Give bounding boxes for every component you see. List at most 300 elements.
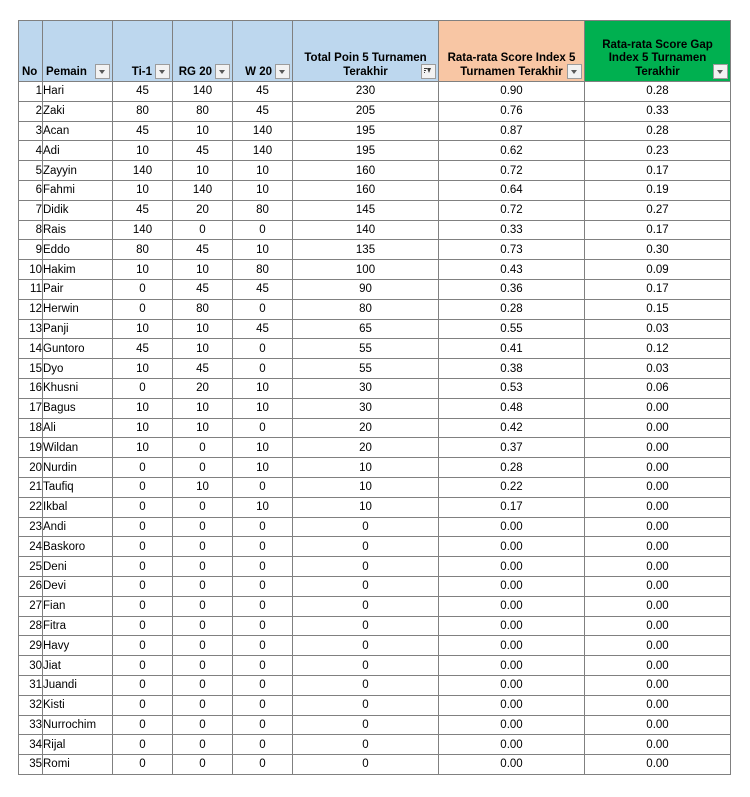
cell-ti1[interactable]: 0	[113, 299, 173, 319]
cell-gap[interactable]: 0.00	[585, 675, 731, 695]
cell-no[interactable]: 33	[19, 715, 43, 735]
cell-no[interactable]: 23	[19, 517, 43, 537]
cell-no[interactable]: 18	[19, 418, 43, 438]
cell-pemain[interactable]: Dyo	[43, 359, 113, 379]
cell-w20[interactable]: 10	[233, 438, 293, 458]
cell-gap[interactable]: 0.06	[585, 378, 731, 398]
cell-gap[interactable]: 0.03	[585, 319, 731, 339]
table-row[interactable]	[19, 477, 731, 497]
cell-idx[interactable]: 0.33	[439, 220, 585, 240]
cell-total[interactable]: 10	[293, 477, 439, 497]
cell-rg20[interactable]: 80	[173, 299, 233, 319]
cell-pemain[interactable]: Rais	[43, 220, 113, 240]
cell-gap[interactable]: 0.00	[585, 557, 731, 577]
cell-rg20[interactable]: 0	[173, 438, 233, 458]
cell-total[interactable]: 145	[293, 200, 439, 220]
table-row[interactable]	[19, 398, 731, 418]
cell-w20[interactable]: 45	[233, 101, 293, 121]
cell-pemain[interactable]: Andi	[43, 517, 113, 537]
cell-rg20[interactable]: 0	[173, 537, 233, 557]
table-row[interactable]	[19, 656, 731, 676]
cell-gap[interactable]: 0.30	[585, 240, 731, 260]
cell-gap[interactable]: 0.33	[585, 101, 731, 121]
cell-total[interactable]: 0	[293, 735, 439, 755]
cell-total[interactable]: 0	[293, 715, 439, 735]
cell-w20[interactable]: 10	[233, 378, 293, 398]
cell-no[interactable]: 22	[19, 497, 43, 517]
table-row[interactable]	[19, 735, 731, 755]
cell-total[interactable]: 30	[293, 398, 439, 418]
cell-rg20[interactable]: 10	[173, 418, 233, 438]
cell-no[interactable]: 7	[19, 200, 43, 220]
cell-rg20[interactable]: 45	[173, 141, 233, 161]
column-header-total[interactable]	[293, 21, 439, 82]
cell-gap[interactable]: 0.17	[585, 161, 731, 181]
cell-total[interactable]: 0	[293, 675, 439, 695]
filter-dropdown-icon-idx[interactable]	[567, 64, 582, 79]
cell-rg20[interactable]: 0	[173, 576, 233, 596]
cell-no[interactable]: 3	[19, 121, 43, 141]
cell-gap[interactable]: 0.00	[585, 596, 731, 616]
cell-ti1[interactable]: 45	[113, 200, 173, 220]
cell-w20[interactable]: 0	[233, 299, 293, 319]
cell-gap[interactable]: 0.00	[585, 576, 731, 596]
cell-ti1[interactable]: 0	[113, 517, 173, 537]
cell-ti1[interactable]: 0	[113, 596, 173, 616]
table-row[interactable]	[19, 537, 731, 557]
cell-no[interactable]: 31	[19, 675, 43, 695]
cell-idx[interactable]: 0.00	[439, 596, 585, 616]
cell-rg20[interactable]: 20	[173, 200, 233, 220]
cell-idx[interactable]: 0.00	[439, 636, 585, 656]
cell-total[interactable]: 230	[293, 82, 439, 102]
cell-total[interactable]: 65	[293, 319, 439, 339]
cell-no[interactable]: 5	[19, 161, 43, 181]
cell-w20[interactable]: 0	[233, 517, 293, 537]
cell-pemain[interactable]: Fitra	[43, 616, 113, 636]
cell-total[interactable]: 0	[293, 616, 439, 636]
cell-pemain[interactable]: Pair	[43, 279, 113, 299]
cell-idx[interactable]: 0.37	[439, 438, 585, 458]
cell-rg20[interactable]: 0	[173, 557, 233, 577]
table-row[interactable]	[19, 279, 731, 299]
cell-total[interactable]: 20	[293, 418, 439, 438]
cell-w20[interactable]: 45	[233, 82, 293, 102]
cell-gap[interactable]: 0.03	[585, 359, 731, 379]
table-row[interactable]	[19, 339, 731, 359]
cell-total[interactable]: 0	[293, 557, 439, 577]
table-row[interactable]	[19, 121, 731, 141]
table-row[interactable]	[19, 715, 731, 735]
cell-ti1[interactable]: 0	[113, 695, 173, 715]
cell-ti1[interactable]: 45	[113, 339, 173, 359]
cell-total[interactable]: 0	[293, 576, 439, 596]
cell-rg20[interactable]: 0	[173, 715, 233, 735]
cell-no[interactable]: 19	[19, 438, 43, 458]
cell-gap[interactable]: 0.28	[585, 121, 731, 141]
cell-idx[interactable]: 0.72	[439, 200, 585, 220]
cell-gap[interactable]: 0.09	[585, 260, 731, 280]
cell-w20[interactable]: 80	[233, 200, 293, 220]
cell-total[interactable]: 140	[293, 220, 439, 240]
cell-w20[interactable]: 0	[233, 656, 293, 676]
cell-gap[interactable]: 0.00	[585, 517, 731, 537]
cell-rg20[interactable]: 45	[173, 359, 233, 379]
cell-idx[interactable]: 0.43	[439, 260, 585, 280]
cell-gap[interactable]: 0.00	[585, 458, 731, 478]
cell-idx[interactable]: 0.48	[439, 398, 585, 418]
cell-idx[interactable]: 0.55	[439, 319, 585, 339]
cell-pemain[interactable]: Nurdin	[43, 458, 113, 478]
cell-gap[interactable]: 0.15	[585, 299, 731, 319]
cell-idx[interactable]: 0.28	[439, 458, 585, 478]
cell-ti1[interactable]: 0	[113, 477, 173, 497]
cell-idx[interactable]: 0.73	[439, 240, 585, 260]
cell-pemain[interactable]: Guntoro	[43, 339, 113, 359]
filter-dropdown-icon-ti1[interactable]	[155, 64, 170, 79]
filter-dropdown-icon-w20[interactable]	[275, 64, 290, 79]
cell-gap[interactable]: 0.17	[585, 279, 731, 299]
cell-rg20[interactable]: 45	[173, 279, 233, 299]
cell-rg20[interactable]: 0	[173, 636, 233, 656]
cell-idx[interactable]: 0.00	[439, 557, 585, 577]
cell-w20[interactable]: 10	[233, 497, 293, 517]
cell-w20[interactable]: 0	[233, 557, 293, 577]
cell-rg20[interactable]: 10	[173, 161, 233, 181]
cell-ti1[interactable]: 45	[113, 121, 173, 141]
cell-rg20[interactable]: 10	[173, 260, 233, 280]
cell-rg20[interactable]: 0	[173, 616, 233, 636]
cell-rg20[interactable]: 45	[173, 240, 233, 260]
cell-w20[interactable]: 0	[233, 715, 293, 735]
cell-w20[interactable]: 10	[233, 398, 293, 418]
cell-rg20[interactable]: 10	[173, 477, 233, 497]
cell-no[interactable]: 16	[19, 378, 43, 398]
cell-gap[interactable]: 0.27	[585, 200, 731, 220]
cell-total[interactable]: 55	[293, 359, 439, 379]
cell-pemain[interactable]: Juandi	[43, 675, 113, 695]
cell-no[interactable]: 10	[19, 260, 43, 280]
table-row[interactable]	[19, 458, 731, 478]
cell-w20[interactable]: 0	[233, 537, 293, 557]
table-row[interactable]	[19, 82, 731, 102]
table-row[interactable]	[19, 636, 731, 656]
cell-idx[interactable]: 0.00	[439, 715, 585, 735]
cell-gap[interactable]: 0.00	[585, 497, 731, 517]
cell-rg20[interactable]: 0	[173, 458, 233, 478]
cell-ti1[interactable]: 10	[113, 141, 173, 161]
cell-total[interactable]: 160	[293, 180, 439, 200]
cell-idx[interactable]: 0.38	[439, 359, 585, 379]
cell-ti1[interactable]: 0	[113, 755, 173, 775]
cell-total[interactable]: 90	[293, 279, 439, 299]
cell-w20[interactable]: 45	[233, 279, 293, 299]
cell-w20[interactable]: 140	[233, 121, 293, 141]
cell-rg20[interactable]: 0	[173, 596, 233, 616]
cell-idx[interactable]: 0.36	[439, 279, 585, 299]
cell-total[interactable]: 0	[293, 636, 439, 656]
table-row[interactable]	[19, 200, 731, 220]
cell-w20[interactable]: 0	[233, 616, 293, 636]
table-row[interactable]	[19, 497, 731, 517]
cell-ti1[interactable]: 0	[113, 557, 173, 577]
cell-rg20[interactable]: 0	[173, 755, 233, 775]
column-header-pemain[interactable]	[43, 21, 113, 82]
table-row[interactable]	[19, 438, 731, 458]
cell-pemain[interactable]: Fian	[43, 596, 113, 616]
table-row[interactable]	[19, 161, 731, 181]
cell-w20[interactable]: 0	[233, 418, 293, 438]
cell-idx[interactable]: 0.00	[439, 656, 585, 676]
cell-no[interactable]: 1	[19, 82, 43, 102]
cell-w20[interactable]: 0	[233, 220, 293, 240]
cell-total[interactable]: 10	[293, 497, 439, 517]
cell-gap[interactable]: 0.00	[585, 636, 731, 656]
cell-no[interactable]: 20	[19, 458, 43, 478]
cell-no[interactable]: 27	[19, 596, 43, 616]
cell-rg20[interactable]: 140	[173, 180, 233, 200]
column-header-rg20[interactable]	[173, 21, 233, 82]
cell-ti1[interactable]: 0	[113, 497, 173, 517]
cell-w20[interactable]: 10	[233, 240, 293, 260]
cell-idx[interactable]: 0.17	[439, 497, 585, 517]
cell-rg20[interactable]: 0	[173, 675, 233, 695]
cell-gap[interactable]: 0.23	[585, 141, 731, 161]
cell-idx[interactable]: 0.72	[439, 161, 585, 181]
cell-gap[interactable]: 0.00	[585, 477, 731, 497]
cell-ti1[interactable]: 0	[113, 656, 173, 676]
cell-total[interactable]: 205	[293, 101, 439, 121]
cell-idx[interactable]: 0.87	[439, 121, 585, 141]
cell-ti1[interactable]: 0	[113, 576, 173, 596]
cell-pemain[interactable]: Eddo	[43, 240, 113, 260]
cell-total[interactable]: 135	[293, 240, 439, 260]
cell-no[interactable]: 25	[19, 557, 43, 577]
cell-ti1[interactable]: 0	[113, 537, 173, 557]
cell-w20[interactable]: 10	[233, 161, 293, 181]
table-row[interactable]	[19, 695, 731, 715]
cell-w20[interactable]: 0	[233, 359, 293, 379]
column-header-w20[interactable]	[233, 21, 293, 82]
cell-total[interactable]: 0	[293, 656, 439, 676]
cell-rg20[interactable]: 10	[173, 319, 233, 339]
cell-ti1[interactable]: 80	[113, 240, 173, 260]
cell-no[interactable]: 24	[19, 537, 43, 557]
column-header-ti1[interactable]	[113, 21, 173, 82]
cell-rg20[interactable]: 10	[173, 121, 233, 141]
cell-idx[interactable]: 0.28	[439, 299, 585, 319]
table-row[interactable]	[19, 180, 731, 200]
cell-no[interactable]: 4	[19, 141, 43, 161]
cell-total[interactable]: 20	[293, 438, 439, 458]
cell-pemain[interactable]: Adi	[43, 141, 113, 161]
table-row[interactable]	[19, 616, 731, 636]
cell-no[interactable]: 28	[19, 616, 43, 636]
cell-ti1[interactable]: 45	[113, 82, 173, 102]
cell-no[interactable]: 29	[19, 636, 43, 656]
table-row[interactable]	[19, 557, 731, 577]
cell-ti1[interactable]: 80	[113, 101, 173, 121]
cell-total[interactable]: 0	[293, 517, 439, 537]
cell-ti1[interactable]: 0	[113, 675, 173, 695]
cell-pemain[interactable]: Khusni	[43, 378, 113, 398]
cell-idx[interactable]: 0.22	[439, 477, 585, 497]
cell-ti1[interactable]: 0	[113, 279, 173, 299]
cell-gap[interactable]: 0.00	[585, 537, 731, 557]
cell-gap[interactable]: 0.12	[585, 339, 731, 359]
cell-pemain[interactable]: Ikbal	[43, 497, 113, 517]
cell-total[interactable]: 55	[293, 339, 439, 359]
cell-idx[interactable]: 0.00	[439, 755, 585, 775]
cell-pemain[interactable]: Devi	[43, 576, 113, 596]
cell-pemain[interactable]: Havy	[43, 636, 113, 656]
table-row[interactable]	[19, 675, 731, 695]
cell-rg20[interactable]: 0	[173, 735, 233, 755]
table-row[interactable]	[19, 299, 731, 319]
cell-ti1[interactable]: 0	[113, 636, 173, 656]
column-header-no[interactable]	[19, 21, 43, 82]
cell-total[interactable]: 10	[293, 458, 439, 478]
cell-pemain[interactable]: Rijal	[43, 735, 113, 755]
cell-ti1[interactable]: 0	[113, 616, 173, 636]
filter-dropdown-icon-gap[interactable]	[713, 64, 728, 79]
cell-total[interactable]: 80	[293, 299, 439, 319]
cell-ti1[interactable]: 0	[113, 715, 173, 735]
cell-w20[interactable]: 0	[233, 735, 293, 755]
cell-gap[interactable]: 0.00	[585, 418, 731, 438]
cell-gap[interactable]: 0.00	[585, 656, 731, 676]
cell-no[interactable]: 14	[19, 339, 43, 359]
cell-w20[interactable]: 140	[233, 141, 293, 161]
table-row[interactable]	[19, 319, 731, 339]
cell-pemain[interactable]: Fahmi	[43, 180, 113, 200]
cell-no[interactable]: 15	[19, 359, 43, 379]
cell-pemain[interactable]: Kisti	[43, 695, 113, 715]
cell-idx[interactable]: 0.00	[439, 675, 585, 695]
cell-idx[interactable]: 0.00	[439, 616, 585, 636]
cell-total[interactable]: 0	[293, 537, 439, 557]
cell-pemain[interactable]: Zayyin	[43, 161, 113, 181]
table-row[interactable]	[19, 141, 731, 161]
cell-ti1[interactable]: 140	[113, 220, 173, 240]
cell-ti1[interactable]: 10	[113, 260, 173, 280]
cell-rg20[interactable]: 10	[173, 339, 233, 359]
cell-no[interactable]: 11	[19, 279, 43, 299]
table-row[interactable]	[19, 755, 731, 775]
cell-pemain[interactable]: Ali	[43, 418, 113, 438]
table-row[interactable]	[19, 576, 731, 596]
cell-pemain[interactable]: Acan	[43, 121, 113, 141]
column-header-idx[interactable]	[439, 21, 585, 82]
cell-gap[interactable]: 0.00	[585, 616, 731, 636]
cell-idx[interactable]: 0.00	[439, 537, 585, 557]
cell-rg20[interactable]: 10	[173, 398, 233, 418]
cell-pemain[interactable]: Deni	[43, 557, 113, 577]
cell-pemain[interactable]: Wildan	[43, 438, 113, 458]
cell-gap[interactable]: 0.00	[585, 438, 731, 458]
cell-no[interactable]: 34	[19, 735, 43, 755]
cell-gap[interactable]: 0.00	[585, 735, 731, 755]
table-row[interactable]	[19, 240, 731, 260]
cell-gap[interactable]: 0.00	[585, 715, 731, 735]
filter-dropdown-icon-pemain[interactable]	[95, 64, 110, 79]
cell-ti1[interactable]: 10	[113, 438, 173, 458]
cell-total[interactable]: 30	[293, 378, 439, 398]
cell-rg20[interactable]: 140	[173, 82, 233, 102]
cell-total[interactable]: 195	[293, 121, 439, 141]
cell-no[interactable]: 35	[19, 755, 43, 775]
cell-no[interactable]: 26	[19, 576, 43, 596]
cell-rg20[interactable]: 0	[173, 517, 233, 537]
table-row[interactable]	[19, 596, 731, 616]
cell-ti1[interactable]: 140	[113, 161, 173, 181]
cell-idx[interactable]: 0.90	[439, 82, 585, 102]
cell-ti1[interactable]: 10	[113, 359, 173, 379]
cell-pemain[interactable]: Nurrochim	[43, 715, 113, 735]
cell-w20[interactable]: 0	[233, 695, 293, 715]
cell-pemain[interactable]: Panji	[43, 319, 113, 339]
cell-w20[interactable]: 0	[233, 636, 293, 656]
cell-gap[interactable]: 0.28	[585, 82, 731, 102]
cell-no[interactable]: 9	[19, 240, 43, 260]
table-row[interactable]	[19, 378, 731, 398]
cell-ti1[interactable]: 10	[113, 418, 173, 438]
cell-gap[interactable]: 0.19	[585, 180, 731, 200]
table-row[interactable]	[19, 418, 731, 438]
cell-pemain[interactable]: Hari	[43, 82, 113, 102]
cell-no[interactable]: 21	[19, 477, 43, 497]
cell-pemain[interactable]: Hakim	[43, 260, 113, 280]
cell-ti1[interactable]: 0	[113, 458, 173, 478]
cell-gap[interactable]: 0.00	[585, 755, 731, 775]
cell-w20[interactable]: 45	[233, 319, 293, 339]
cell-idx[interactable]: 0.76	[439, 101, 585, 121]
cell-no[interactable]: 2	[19, 101, 43, 121]
cell-w20[interactable]: 0	[233, 675, 293, 695]
cell-idx[interactable]: 0.62	[439, 141, 585, 161]
cell-rg20[interactable]: 0	[173, 220, 233, 240]
cell-pemain[interactable]: Baskoro	[43, 537, 113, 557]
cell-w20[interactable]: 10	[233, 458, 293, 478]
cell-w20[interactable]: 10	[233, 180, 293, 200]
cell-idx[interactable]: 0.00	[439, 576, 585, 596]
cell-rg20[interactable]: 0	[173, 656, 233, 676]
cell-w20[interactable]: 0	[233, 339, 293, 359]
cell-total[interactable]: 195	[293, 141, 439, 161]
cell-gap[interactable]: 0.00	[585, 695, 731, 715]
cell-idx[interactable]: 0.64	[439, 180, 585, 200]
cell-gap[interactable]: 0.17	[585, 220, 731, 240]
cell-total[interactable]: 0	[293, 596, 439, 616]
cell-no[interactable]: 32	[19, 695, 43, 715]
cell-ti1[interactable]: 0	[113, 378, 173, 398]
cell-w20[interactable]: 0	[233, 576, 293, 596]
table-row[interactable]	[19, 101, 731, 121]
cell-w20[interactable]: 80	[233, 260, 293, 280]
cell-no[interactable]: 8	[19, 220, 43, 240]
cell-w20[interactable]: 0	[233, 596, 293, 616]
column-header-gap[interactable]	[585, 21, 731, 82]
cell-total[interactable]: 0	[293, 755, 439, 775]
cell-pemain[interactable]: Herwin	[43, 299, 113, 319]
cell-idx[interactable]: 0.53	[439, 378, 585, 398]
cell-idx[interactable]: 0.00	[439, 735, 585, 755]
cell-ti1[interactable]: 10	[113, 319, 173, 339]
cell-ti1[interactable]: 10	[113, 180, 173, 200]
cell-pemain[interactable]: Didik	[43, 200, 113, 220]
cell-idx[interactable]: 0.41	[439, 339, 585, 359]
cell-pemain[interactable]: Romi	[43, 755, 113, 775]
